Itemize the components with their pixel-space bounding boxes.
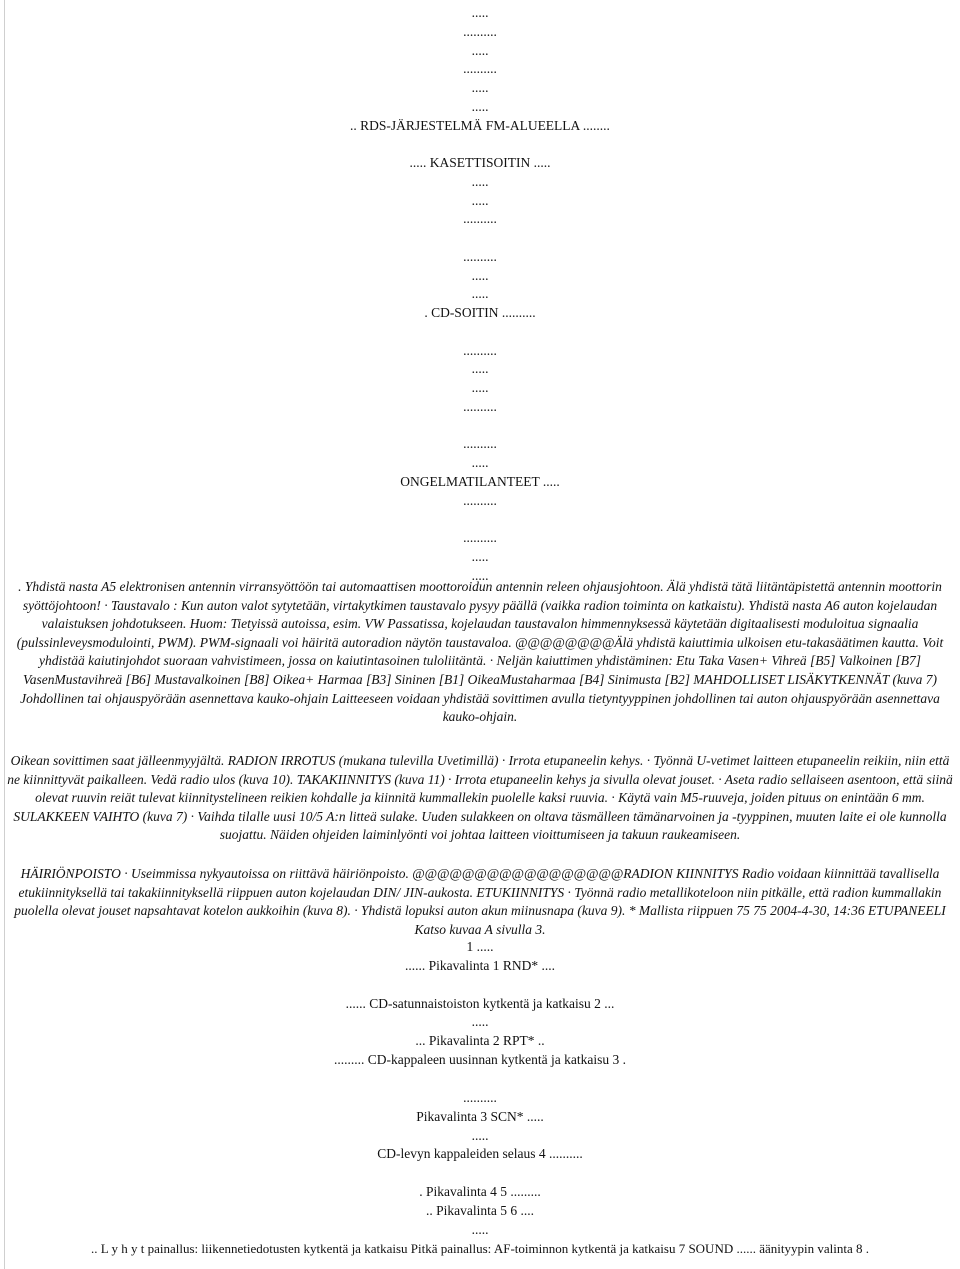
toc-line: ..... [471, 98, 489, 114]
control-line: ..... [471, 1014, 489, 1030]
toc-line: ..... [471, 192, 489, 208]
control-line: .. L y h y t painallus: liikennetiedotusten kytkentä ja katkaisu Pitkä painallus: AF-toiminnon kytkentä ja katkaisu 7 SOUND ...... äänityypin valinta 8 . [91, 1241, 869, 1256]
toc-line: ..... [471, 267, 489, 283]
control-line: . Pikavalinta 4 5 ......... [419, 1184, 541, 1200]
toc-line: ..... [471, 80, 489, 95]
toc-line: .......... [463, 342, 497, 358]
toc-line: ONGELMATILANTEET ..... [400, 473, 560, 489]
control-line: ..... [471, 1221, 489, 1237]
control-line: ...... Pikavalinta 1 RND* .... [405, 957, 555, 973]
control-line: ... Pikavalinta 2 RPT* .. [415, 1033, 545, 1049]
paragraph-removal: Oikean sovittimen saat jälleenmyyjältä. RADION IRROTUS (mukana tulevilla Uvetimillä) · Irrota etupaneelin kehys. · Työnnä U-vetimet laitteen etupaneelin reikiin, niin että ne kiinnittyvät paikalleen. Vedä radio ulos (kuva 10). TAKAKIINNITYS (kuva 11) · Irrota etupaneelin kehys ja sivulla olevat jouset. · Aseta radio sellaiseen asentoon, että siinä olevat ruuvin reiät tulevat kiinnitystelineen reikien kohdalle ja kiinnitä kummallekin puolelle kaksi ruuvia. · Käytä vain M5-ruuveja, joiden pituus on enintään 6 mm. SULAKKEEN VAIHTO (kuva 7) · Vaihda tilalle uusi 10/5 A:n litteä sulake. Uuden sulakkeen on oltava täsmälleen tämänarvoinen ja -tyyppinen, muuten laite ei ole kunnolla suojattu. Näiden ohjeiden laiminlyönti voi johtaa laitteen vioittumiseen ja takuun raukeamiseen. [7, 753, 953, 843]
toc-line: .......... [463, 211, 497, 227]
toc-line: ..... [471, 455, 489, 470]
toc-line: .......... [463, 492, 497, 508]
toc-line: ..... [471, 5, 489, 20]
control-line: 1 ..... [466, 939, 494, 954]
control-line: ...... CD-satunnaistoiston kytkentä ja katkaisu 2 ... [345, 995, 615, 1011]
toc-line: ..... KASETTISOITIN ..... [409, 155, 551, 170]
toc-line: ..... [471, 567, 489, 583]
toc-line: ..... [471, 361, 489, 377]
toc-line: .......... [463, 248, 497, 264]
toc-line: ..... [471, 548, 489, 564]
paragraph-installation: HÄIRIÖNPOISTO · Useimmissa nykyautoissa on riittävä häiriönpoisto. @@@@@@@@@@@@@@@@@RADION KIINNITYS Radio voidaan kiinnittää tavallisella etukiinnityksellä tai takakiinnityksellä riippuen auton kojelaudan DIN/ JIN-aukosta. ETUKIINNITYS · Työnnä radio metallikoteloon niin pitkälle, että radion kummallakin puolella olevat jouset napsahtavat kotelon aukkoihin (kuva 8). · Yhdistä lopuksi auton akun miinusnapa (kuva 9). * Mallista riippuen 75 75 2004-4-30, 14:36 ETUPANEELI Katso kuvaa A sivulla 3. [14, 866, 946, 937]
toc-line: . CD-SOITIN .......... [424, 305, 536, 320]
toc-line: .. RDS-JÄRJESTELMÄ FM-ALUEELLA ........ [350, 117, 610, 133]
toc-line: ..... [471, 380, 489, 395]
toc-line: .......... [463, 61, 497, 77]
control-line: Pikavalinta 3 SCN* ..... [416, 1108, 544, 1124]
paragraph-connections: . Yhdistä nasta A5 elektronisen antennin virransyöttöön tai automaattisen moottoroidun antennin releen ohjausjohtoon. Älä yhdistä tätä liitäntäpistettä antennin moottorin syöttöjohtoon! · Taustavalo : Kun auton valot sytytetään, virtakytkimen taustavalo pysyy päällä (vaikka radion toiminta on katkaistu). Yhdistä nasta A6 auton kojelaudan valaistuksen johdotukseen. Huom: Tietyissä autoissa, esim. VW Passatissa, kojelaudan taustavalon himmennyksessä käytetään digitaalisesti moduloitua signaalia (pulssinleveysmodulointi, PWM). PWM-signaali voi häiritä autoradion näytön taustavaloa. @@@@@@@@Älä yhdistä kaiuttimia ulkoisen etu-takasäätimen kautta. Voit yhdistää kaiutinjohdot suoraan vahvistimeen, jossa on kaiutintasoinen tuloliitäntä. · Neljän kaiuttimen yhdistäminen: Etu Taka Vasen+ Vihreä [B5] Valkoinen [B7] VasenMustavihreä [B6] Mustavalkoinen [B8] Oikea+ Harmaa [B3] Sininen [B1] OikeaMustaharmaa [B4] Sinimusta [B2] MAHDOLLISET LISÄKYTKENNÄT (kuva 7) Johdollinen tai ohjauspyörään asennettava kauko-ohjain Laitteeseen voidaan yhdistää sovittimen avulla tietyntyyppinen johdollinen tai auton ohjauspyörään asennettava kauko-ohjain. [16, 579, 944, 725]
control-line: .. Pikavalinta 5 6 .... [426, 1202, 534, 1218]
toc-line: ..... [471, 173, 489, 189]
toc-line: ..... [471, 286, 489, 302]
control-line: ......... CD-kappaleen uusinnan kytkentä ja katkaisu 3 . [333, 1052, 627, 1068]
toc-line: .......... [463, 436, 497, 452]
toc-line: ..... [471, 42, 489, 58]
control-line: .......... [463, 1089, 497, 1105]
toc-line: .......... [463, 23, 497, 39]
control-line: ..... [471, 1127, 489, 1143]
toc-line: .......... [463, 530, 497, 545]
control-line: CD-levyn kappaleiden selaus 4 .......... [377, 1146, 583, 1162]
toc-line: .......... [463, 398, 497, 414]
